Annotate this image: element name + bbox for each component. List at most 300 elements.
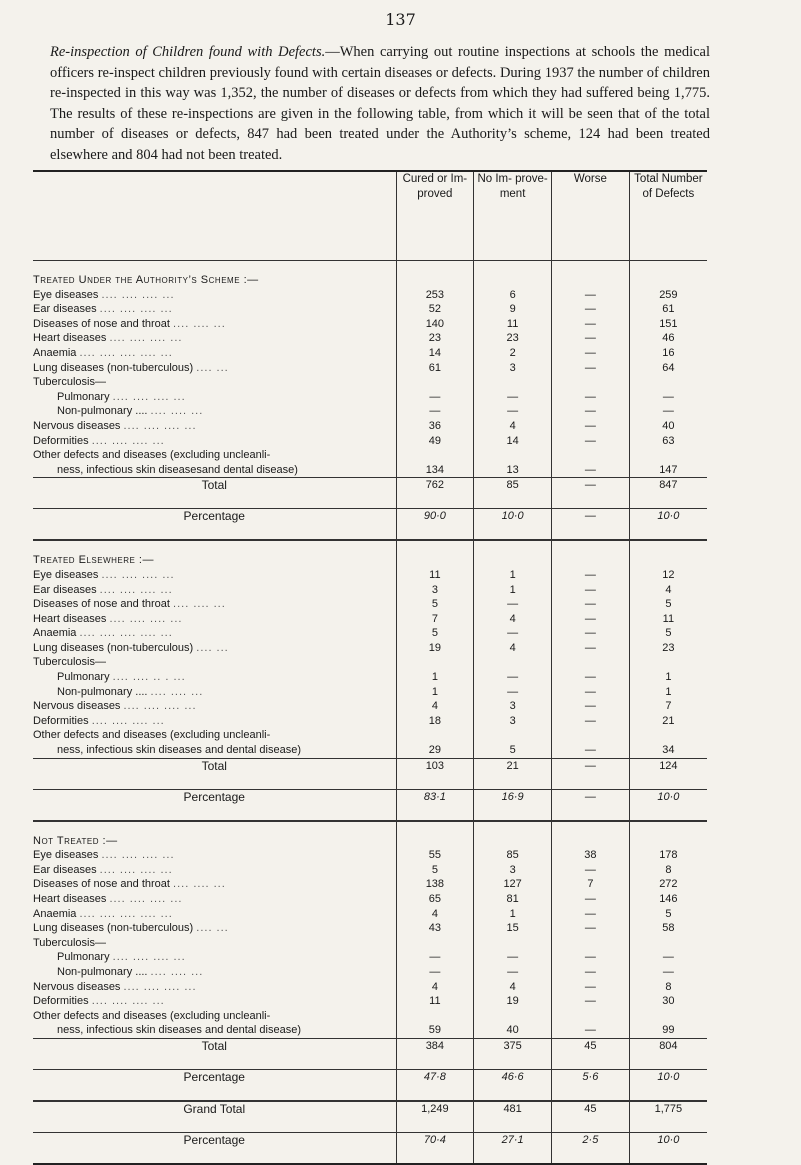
table-cell [552, 936, 630, 951]
row-label [33, 597, 396, 612]
header-worse: Worse [552, 171, 630, 261]
table-cell-empty [552, 821, 630, 849]
table-row [33, 419, 707, 434]
table-cell: 11 [396, 994, 474, 1009]
intro-body: —When carrying out routine inspections at schools the medical officers re-inspect children previously found with certain diseases or defects. During 1937 the number of children re-inspected in this way was 1,352, the number of diseases or defects from which they had suffered being 1,775. The results of these re-inspections are given in the following table, from which it will be seen that of the total number of diseases or defects, 847 had been treated under the Authority’s scheme, 124 had been treated elsewhere and 804 had not been treated. [50, 44, 710, 163]
row-label [33, 568, 396, 583]
table-row [33, 1023, 707, 1038]
row-label-text: Eye diseases [33, 568, 99, 581]
table-cell: 13 [474, 463, 552, 478]
table-row [33, 743, 707, 758]
table-cell: — [552, 302, 630, 317]
table-row [33, 331, 707, 346]
table-cell-empty [396, 540, 474, 568]
percentage-label: Percentage [33, 789, 396, 821]
row-label-text: Non-pulmonary .... [57, 685, 148, 698]
table-cell: — [474, 950, 552, 965]
table-cell: 16·9 [474, 789, 552, 821]
table-cell: 99 [629, 1023, 707, 1038]
table-cell: 272 [629, 877, 707, 892]
table-cell: — [474, 404, 552, 419]
table-cell: — [629, 950, 707, 965]
table-cell: — [552, 965, 630, 980]
table-cell: 43 [396, 921, 474, 936]
leader-dots: .... .... .... .... ... [79, 907, 173, 920]
row-label [33, 936, 396, 951]
row-label-text: Diseases of nose and throat [33, 878, 170, 891]
row-label [33, 361, 396, 376]
table-cell: 127 [474, 877, 552, 892]
row-label [33, 685, 396, 700]
table-cell: 23 [396, 331, 474, 346]
row-label-text: ness, infectious skin diseases and dental disease) [57, 744, 301, 757]
table-cell: — [552, 612, 630, 627]
row-label [33, 419, 396, 434]
section-heading-authority-scheme [33, 261, 707, 288]
table-cell: 23 [629, 641, 707, 656]
table-cell [552, 448, 630, 463]
table-cell: — [552, 907, 630, 922]
row-label [33, 1009, 396, 1024]
table-cell: — [552, 317, 630, 332]
row-label-text: Ear diseases [33, 303, 97, 316]
table-cell: 4 [474, 980, 552, 995]
row-label-text: Anaemia [33, 346, 77, 359]
table-cell: 64 [629, 361, 707, 376]
row-label-text: Deformities [33, 714, 89, 727]
grand-total-row [33, 1101, 707, 1133]
table-cell: 4 [396, 980, 474, 995]
table-cell: 27·1 [474, 1132, 552, 1164]
table-cell-empty [629, 821, 707, 849]
row-label-text: Heart diseases [33, 612, 107, 625]
table-cell: 5 [396, 863, 474, 878]
row-label [33, 655, 396, 670]
row-label-text: Eye diseases [33, 849, 99, 862]
table-cell-empty [552, 261, 630, 288]
intro-lead: Re-inspection of Children found with Defects. [50, 44, 326, 60]
row-label [33, 728, 396, 743]
table-cell: 5 [396, 597, 474, 612]
row-label [33, 699, 396, 714]
table-cell: 45 [552, 1101, 630, 1133]
table-cell: 134 [396, 463, 474, 478]
table-cell: 19 [396, 641, 474, 656]
table-cell: 14 [474, 434, 552, 449]
table-cell: — [552, 789, 630, 821]
total-label: Total [33, 478, 396, 509]
leader-dots: .... .... .... ... [99, 583, 173, 596]
row-label [33, 612, 396, 627]
table-cell: — [552, 568, 630, 583]
table-cell: 18 [396, 714, 474, 729]
row-label-text: Nervous diseases [33, 980, 121, 993]
table-cell: 10·0 [629, 1069, 707, 1101]
leader-dots: .... .... .... ... [101, 568, 175, 581]
percentage-label: Percentage [33, 509, 396, 541]
table-cell: — [552, 921, 630, 936]
row-label [33, 331, 396, 346]
table-cell-empty [396, 821, 474, 849]
table-row [33, 936, 707, 951]
table-cell: 55 [396, 848, 474, 863]
row-label-text: Other defects and diseases (excluding uncleanli- [33, 1009, 271, 1022]
table-cell: 804 [629, 1038, 707, 1069]
table-cell: 1,775 [629, 1101, 707, 1133]
leader-dots: .... .... .. . ... [112, 671, 186, 684]
table-cell: — [552, 626, 630, 641]
table-row [33, 921, 707, 936]
percentage-row [33, 789, 707, 821]
table-cell [474, 936, 552, 951]
table-cell: — [552, 361, 630, 376]
table-cell: 4 [474, 419, 552, 434]
table-cell: 85 [474, 478, 552, 509]
leader-dots: .... .... .... ... [123, 980, 197, 993]
row-label [33, 375, 396, 390]
table-cell: 147 [629, 463, 707, 478]
table-cell: 178 [629, 848, 707, 863]
table-cell: 5·6 [552, 1069, 630, 1101]
row-label-text: Non-pulmonary .... [57, 405, 148, 418]
row-label-text: Pulmonary [57, 671, 110, 684]
table-cell: — [552, 404, 630, 419]
table-cell: 45 [552, 1038, 630, 1069]
leader-dots: .... .... .... ... [123, 700, 197, 713]
grand-percentage-row [33, 1132, 707, 1164]
table-cell: 38 [552, 848, 630, 863]
table-cell [629, 1009, 707, 1024]
table-cell [629, 448, 707, 463]
table-cell: 46·6 [474, 1069, 552, 1101]
table-cell: 140 [396, 317, 474, 332]
leader-dots: .... .... .... ... [112, 390, 186, 403]
table-row [33, 980, 707, 995]
table-cell: 375 [474, 1038, 552, 1069]
table-cell: 151 [629, 317, 707, 332]
table-cell: 481 [474, 1101, 552, 1133]
row-label [33, 317, 396, 332]
table-cell: — [396, 390, 474, 405]
table-cell [552, 375, 630, 390]
header-total-defects: Total Number of Defects [629, 171, 707, 261]
table-cell [552, 655, 630, 670]
table-cell: — [474, 670, 552, 685]
table-row [33, 848, 707, 863]
table-cell: — [629, 390, 707, 405]
page-number: 137 [385, 10, 416, 29]
table-cell: 61 [396, 361, 474, 376]
table-cell: 146 [629, 892, 707, 907]
table-cell: 90·0 [396, 509, 474, 541]
table-row [33, 626, 707, 641]
table-cell [629, 936, 707, 951]
row-label-text: Tuberculosis— [33, 936, 106, 949]
table-cell: 762 [396, 478, 474, 509]
grand-total-label: Grand Total [33, 1101, 396, 1133]
table-cell: 46 [629, 331, 707, 346]
table-cell: 61 [629, 302, 707, 317]
table-cell [396, 936, 474, 951]
leader-dots: .... .... ... [150, 405, 204, 418]
table-cell: — [552, 434, 630, 449]
table-cell: — [629, 404, 707, 419]
row-label [33, 448, 396, 463]
table-cell [474, 375, 552, 390]
table-cell [396, 375, 474, 390]
table-cell [474, 448, 552, 463]
table-cell: 52 [396, 302, 474, 317]
table-cell: — [552, 463, 630, 478]
row-label [33, 994, 396, 1009]
row-label [33, 1023, 396, 1038]
row-label [33, 583, 396, 598]
header-blank [33, 171, 396, 261]
row-label-text: Pulmonary [57, 390, 110, 403]
table-cell: 4 [396, 907, 474, 922]
table-cell [552, 728, 630, 743]
row-label [33, 980, 396, 995]
table-cell-empty [396, 261, 474, 288]
table-cell: 19 [474, 994, 552, 1009]
row-label-text: Heart diseases [33, 332, 107, 345]
table-cell: 3 [474, 714, 552, 729]
leader-dots: .... .... .... ... [101, 849, 175, 862]
total-label: Total [33, 1038, 396, 1069]
table-cell: 2·5 [552, 1132, 630, 1164]
row-label-text: Diseases of nose and throat [33, 598, 170, 611]
table-cell: 49 [396, 434, 474, 449]
leader-dots: .... .... .... ... [109, 332, 183, 345]
row-label-text: ness, infectious skin diseasesand dental disease) [57, 463, 298, 476]
row-label-text: Deformities [33, 434, 89, 447]
row-label-text: Deformities [33, 995, 89, 1008]
table-cell: 58 [629, 921, 707, 936]
table-cell: 4 [396, 699, 474, 714]
table-cell: — [552, 288, 630, 303]
row-label [33, 743, 396, 758]
table-cell: 21 [629, 714, 707, 729]
table-cell: — [474, 965, 552, 980]
table-row [33, 390, 707, 405]
table-row [33, 317, 707, 332]
percentage-row [33, 509, 707, 541]
table-cell: — [552, 478, 630, 509]
table-header-row [33, 171, 707, 261]
table-cell-empty [629, 261, 707, 288]
table-cell: — [629, 965, 707, 980]
row-label-text: Other defects and diseases (excluding uncleanli- [33, 729, 271, 742]
table-row [33, 568, 707, 583]
table-cell: 40 [474, 1023, 552, 1038]
table-cell: 5 [629, 597, 707, 612]
section-title: Treated Elsewhere :— [33, 554, 154, 567]
table-cell: — [396, 965, 474, 980]
table-cell: 7 [629, 699, 707, 714]
table-row [33, 302, 707, 317]
table-row [33, 685, 707, 700]
table-cell: 11 [396, 568, 474, 583]
table-cell: 10·0 [474, 509, 552, 541]
table-row [33, 728, 707, 743]
table-cell: — [552, 892, 630, 907]
row-label-text: Tuberculosis— [33, 376, 106, 389]
table-cell: 70·4 [396, 1132, 474, 1164]
table-cell: 6 [474, 288, 552, 303]
table-cell: 40 [629, 419, 707, 434]
table-cell: 5 [396, 626, 474, 641]
leader-dots: .... .... .... .... ... [79, 627, 173, 640]
table-cell: 34 [629, 743, 707, 758]
table-cell-empty [552, 540, 630, 568]
table-cell-empty [474, 821, 552, 849]
table-row [33, 583, 707, 598]
row-label-text: Pulmonary [57, 951, 110, 964]
table-body [33, 261, 707, 1164]
section-heading-not-treated [33, 821, 707, 849]
row-label-text: Other defects and diseases (excluding uncleanli- [33, 449, 271, 462]
table-cell: — [552, 419, 630, 434]
row-label [33, 670, 396, 685]
section-title: Treated Under the Authority’s Scheme :— [33, 274, 259, 286]
leader-dots: .... .... .... .... ... [79, 346, 173, 359]
row-label [33, 641, 396, 656]
table-cell: — [552, 980, 630, 995]
table-cell: 1 [474, 583, 552, 598]
row-label [33, 892, 396, 907]
table-row [33, 612, 707, 627]
row-label-text: Lung diseases (non-tuberculous) [33, 922, 194, 935]
table-row [33, 375, 707, 390]
leader-dots: .... ... [196, 922, 229, 935]
table-cell [629, 375, 707, 390]
table-cell: 1 [474, 907, 552, 922]
table-cell: — [552, 670, 630, 685]
table-cell-empty [474, 540, 552, 568]
table-cell [474, 728, 552, 743]
table-cell: 8 [629, 863, 707, 878]
table-row [33, 463, 707, 478]
table-cell: — [552, 994, 630, 1009]
header-no-improvement: No Im- prove- ment [474, 171, 552, 261]
leader-dots: .... .... .... ... [112, 951, 186, 964]
row-label-text: Lung diseases (non-tuberculous) [33, 361, 194, 374]
table-cell: 3 [474, 863, 552, 878]
table-cell: 103 [396, 758, 474, 789]
table-cell: — [552, 346, 630, 361]
table-row [33, 1009, 707, 1024]
table-cell: — [552, 1023, 630, 1038]
section-title: Not Treated :— [33, 834, 118, 847]
table-cell: 1,249 [396, 1101, 474, 1133]
row-label-text: ness, infectious skin diseases and dental disease) [57, 1024, 301, 1037]
table-cell: 847 [629, 478, 707, 509]
table-cell: 1 [396, 685, 474, 700]
leader-dots: .... .... .... ... [123, 419, 197, 432]
table-cell: 259 [629, 288, 707, 303]
table-row [33, 877, 707, 892]
table-cell [629, 728, 707, 743]
table-cell: 30 [629, 994, 707, 1009]
row-label-text: Anaemia [33, 907, 77, 920]
table-cell: — [552, 685, 630, 700]
table-row [33, 907, 707, 922]
table-cell: 7 [552, 877, 630, 892]
table-row [33, 597, 707, 612]
table-cell: — [474, 390, 552, 405]
row-label-text: Heart diseases [33, 893, 107, 905]
table-cell: 3 [474, 699, 552, 714]
table-cell: 5 [629, 626, 707, 641]
table-cell [474, 1009, 552, 1024]
table-row [33, 404, 707, 419]
row-label [33, 714, 396, 729]
leader-dots: .... ... [196, 641, 229, 654]
table-cell: 85 [474, 848, 552, 863]
table-cell: 8 [629, 980, 707, 995]
table-cell: 3 [474, 361, 552, 376]
table-cell: — [552, 390, 630, 405]
row-label-text: Ear diseases [33, 583, 97, 596]
table-cell [396, 448, 474, 463]
table-cell: 384 [396, 1038, 474, 1069]
table-cell: 83·1 [396, 789, 474, 821]
leader-dots: .... .... ... [173, 598, 226, 611]
table-cell: — [552, 950, 630, 965]
leader-dots: .... .... .... ... [109, 612, 183, 625]
row-label-text: Nervous diseases [33, 700, 121, 713]
table-row [33, 655, 707, 670]
row-label [33, 434, 396, 449]
row-label [33, 404, 396, 419]
header-cured: Cured or Im- proved [396, 171, 474, 261]
table-cell: 3 [396, 583, 474, 598]
table-cell: 5 [474, 743, 552, 758]
table-cell [396, 728, 474, 743]
table-cell: — [474, 597, 552, 612]
leader-dots: .... .... ... [150, 685, 204, 698]
row-label [33, 877, 396, 892]
table-row [33, 699, 707, 714]
table-cell: — [552, 597, 630, 612]
table-row [33, 346, 707, 361]
table-cell: — [552, 583, 630, 598]
leader-dots: .... .... ... [173, 878, 226, 891]
table-cell: — [396, 404, 474, 419]
leader-dots: .... .... .... ... [91, 434, 165, 447]
table-cell: 10·0 [629, 509, 707, 541]
table-cell: — [552, 714, 630, 729]
leader-dots: .... .... .... ... [91, 714, 165, 727]
table-cell: 47·8 [396, 1069, 474, 1101]
table-cell [396, 1009, 474, 1024]
table-cell: 12 [629, 568, 707, 583]
table-cell [629, 655, 707, 670]
table-row [33, 670, 707, 685]
leader-dots: .... .... .... ... [101, 288, 175, 301]
table-cell: 253 [396, 288, 474, 303]
row-label-text: Diseases of nose and throat [33, 317, 170, 330]
table-cell: 21 [474, 758, 552, 789]
table-row [33, 863, 707, 878]
table-cell: 81 [474, 892, 552, 907]
table-cell: 4 [474, 641, 552, 656]
table-cell: 1 [396, 670, 474, 685]
table-row [33, 994, 707, 1009]
row-label [33, 921, 396, 936]
row-label [33, 626, 396, 641]
table-cell: 1 [474, 568, 552, 583]
